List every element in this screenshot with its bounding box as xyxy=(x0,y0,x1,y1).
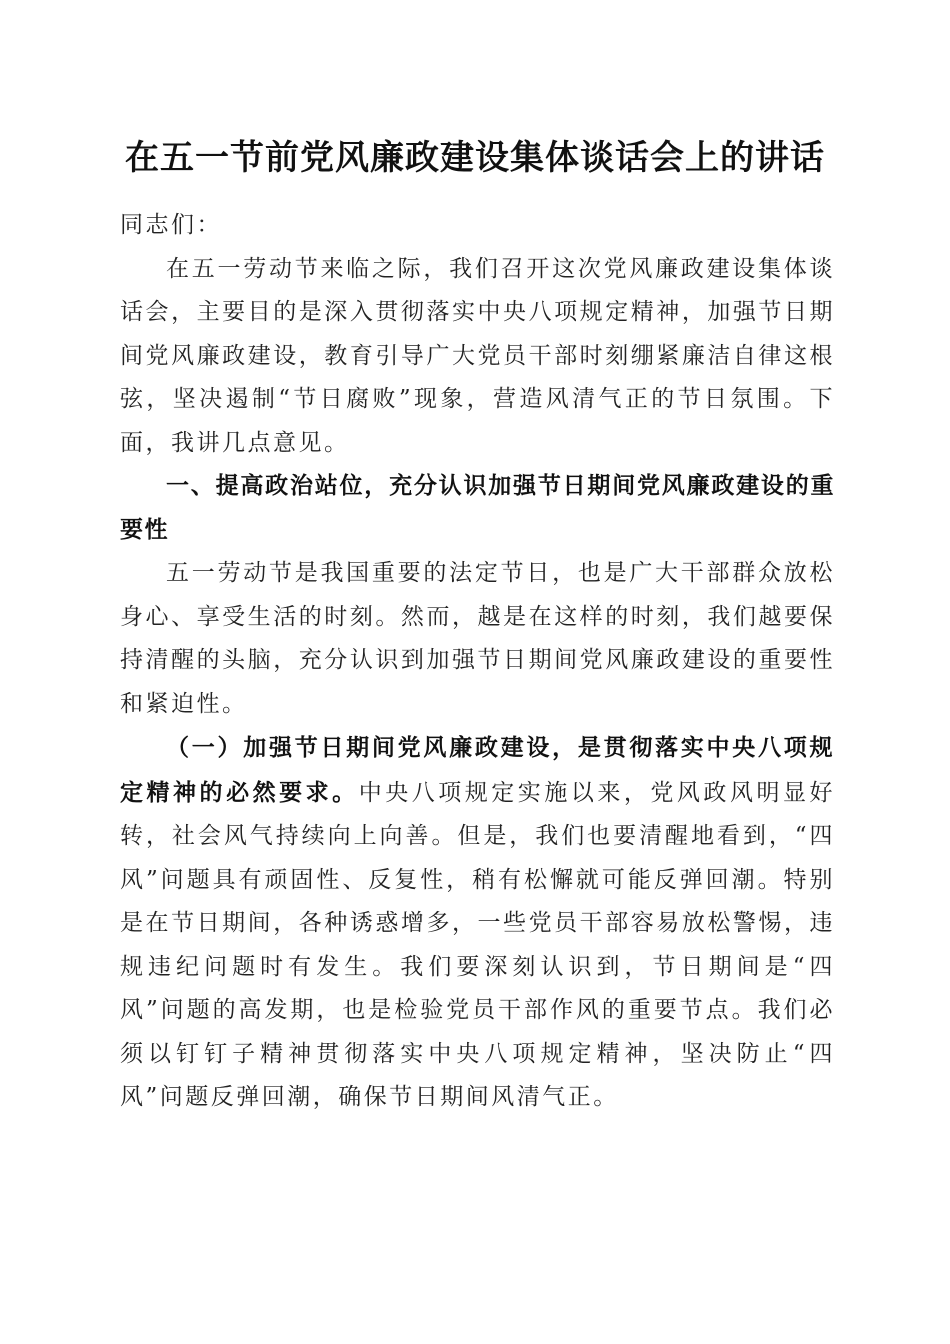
subsection-1-heading: （一）加强节日期间党风廉政建设，是贯彻落实中央八项规定精神的必然要求。 xyxy=(120,734,835,806)
document-title: 在五一节前党风廉政建设集体谈话会上的讲话 xyxy=(125,138,825,178)
intro-paragraph: 在五一劳动节来临之际，我们召开这次党风廉政建设集体谈话会，主要目的是深入贯彻落实中央八项规定精神，加强节日期间党风廉政建设，教育引导广大党员干部时刻绷紧廉洁自律这根弦，坚决遏制“节日腐败”现象，营造风清气正的节日氛围。下面，我讲几点意见。 xyxy=(120,255,835,456)
section-1-paragraph: 五一劳动节是我国重要的法定节日，也是广大干部群众放松身心、享受生活的时刻。然而，越是在这样的时刻，我们越要保持清醒的头脑，充分认识到加强节日期间党风廉政建设的重要性和紧迫性。 xyxy=(120,560,835,717)
subsection-1-text: 中央八项规定实施以来，党风政风明显好转，社会风气持续向上向善。但是，我们也要清醒地看到，“四风”问题具有顽固性、反复性，稍有松懈就可能反弹回潮。特别是在节日期间，各种诱惑增多，一些党员干部容易放松警惕，违规违纪问题时有发生。我们要深刻认识到，节日期间是“四风”问题的高发期，也是检验党员干部作风的重要节点。我们必须以钉钉子精神贯彻落实中央八项规定精神，坚决防止“四风”问题反弹回潮，确保节日期间风清气正。 xyxy=(120,779,836,1110)
subsection-1-paragraph xyxy=(120,726,835,1120)
section-1-heading: 一、提高政治站位，充分认识加强节日期间党风廉政建设的重要性 xyxy=(120,473,835,543)
salutation: 同志们： xyxy=(120,212,222,238)
document-body xyxy=(120,204,835,1120)
